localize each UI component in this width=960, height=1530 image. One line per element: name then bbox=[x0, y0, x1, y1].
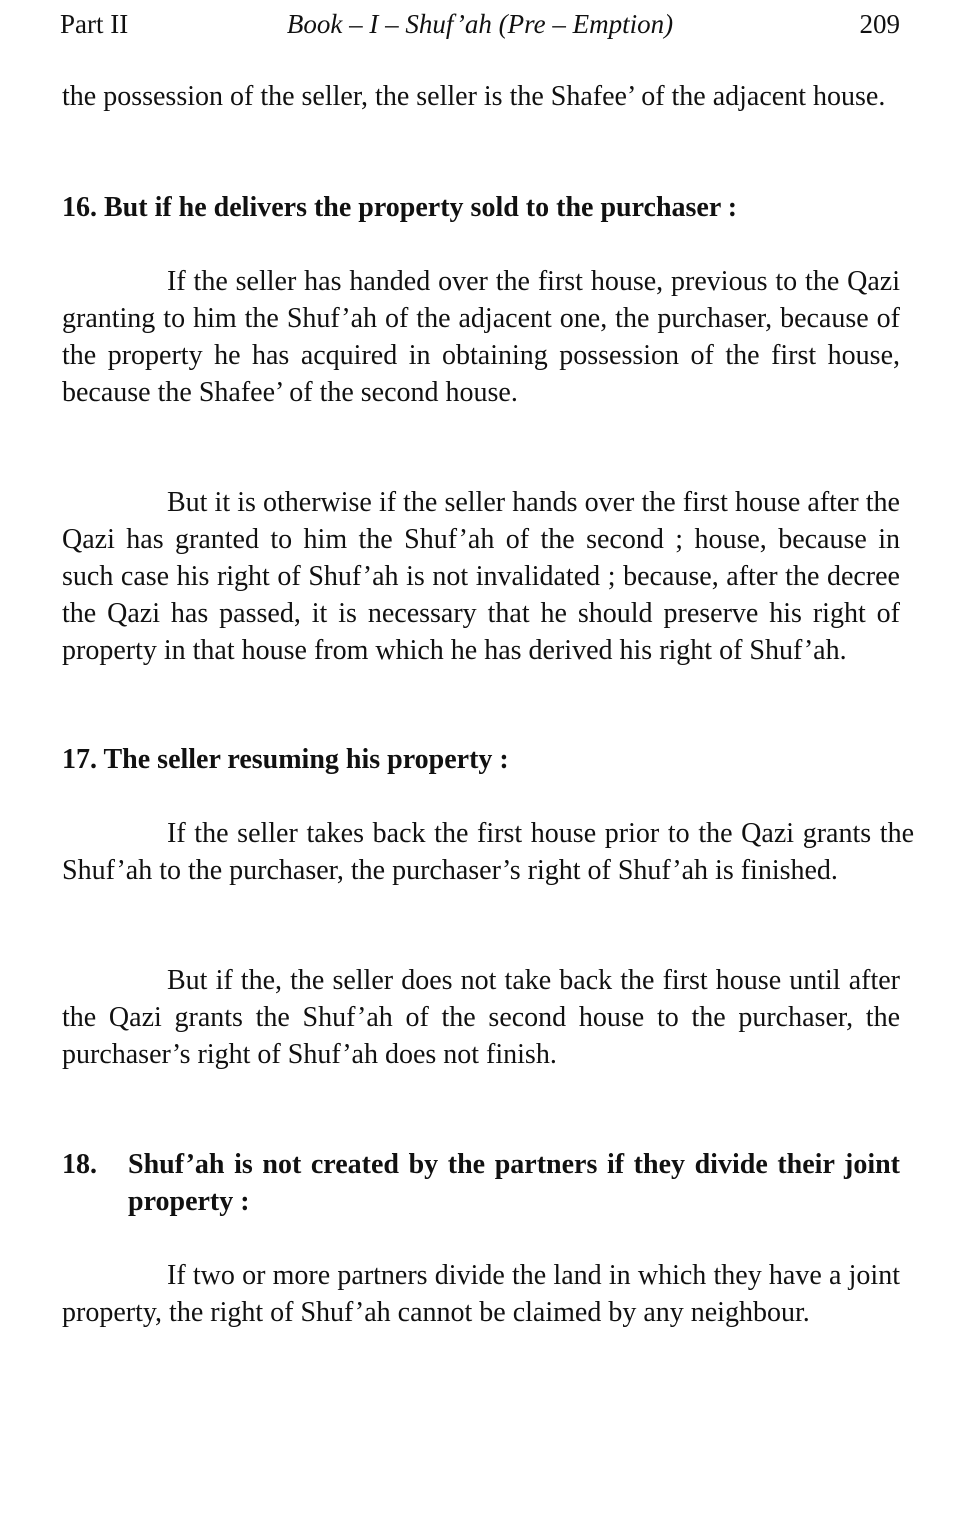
book-title: Book – I – Shuf’ah (Pre – Emption) bbox=[286, 9, 674, 39]
paragraph-17-a: If the seller takes back the first house prior to the Qazi grants the Shuf’ah to the purchaser, the purchaser’s right of Shuf’ah is finished. bbox=[62, 818, 914, 886]
page-number: 209 bbox=[859, 9, 900, 39]
paragraph-16-a: If the seller has handed over the first house, previous to the Qazi granting to him the Shuf’ah of the adjacent one, the purchaser, because of the property he has acquired in obtaining possession of the first house, because the Shafee’ of the second house. bbox=[62, 266, 900, 408]
section-title-18: Shuf’ah is not created by the partners if they divide their joint property : bbox=[128, 1149, 900, 1217]
section-heading-16: 16. But if he delivers the property sold to the purchaser : bbox=[62, 192, 738, 223]
section-heading-18 bbox=[62, 1146, 900, 1220]
part-label: Part II bbox=[60, 9, 129, 39]
section-heading-17: 17. The seller resuming his property : bbox=[62, 744, 509, 775]
section-number-18: 18. bbox=[62, 1149, 97, 1180]
paragraph-17-b: But if the, the seller does not take back the first house until after the Qazi grants the Shuf’ah of the second house to the purchaser, the purchaser’s right of Shuf’ah does not finish. bbox=[62, 965, 900, 1070]
paragraph-18-a: If two or more partners divide the land in which they have a joint property, the right of Shuf’ah cannot be claimed by any neighbour. bbox=[62, 1260, 900, 1328]
running-header bbox=[60, 6, 900, 42]
continued-paragraph: the possession of the seller, the seller is the Shafee’ of the adjacent house. bbox=[62, 81, 886, 112]
paragraph-16-b: But it is otherwise if the seller hands over the first house after the Qazi has granted to him the Shuf’ah of the second ; house, because in such case his right of Shuf’ah is not invalidated ; because, after the decree the Qazi has passed, it is necessary that he should preserve his right of property in that house from which he has derived his right of Shuf’ah. bbox=[62, 487, 900, 666]
